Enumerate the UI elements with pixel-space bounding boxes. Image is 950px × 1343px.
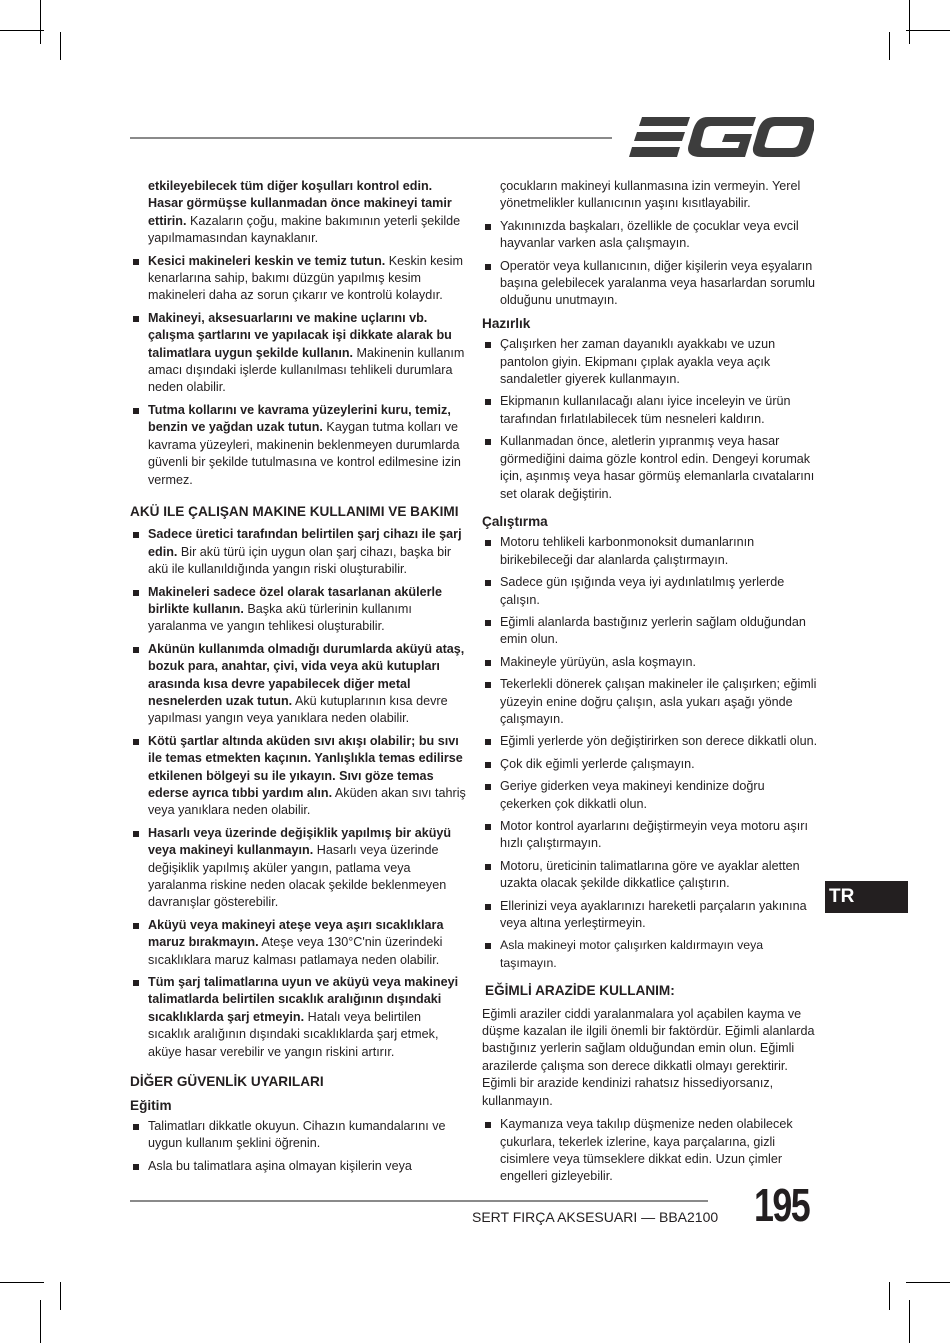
square-bullet-icon <box>133 980 139 986</box>
crop-mark <box>909 0 910 44</box>
square-bullet-icon <box>485 682 491 688</box>
square-bullet-icon <box>485 762 491 768</box>
list-item: Akünün kullanımda olmadığı durumlarda aküyü ataş, bozuk para, anahtar, çivi, vida veya akü kutupları arasında kısa devre yapabilecek diğer metal nesnelerden uzak tutun. Akü kutuplarının kısa devre yapılması yangın veya yanıklara neden olabilir. <box>130 641 466 728</box>
list-item: Tekerlekli dönerek çalışan makineler ile çalışırken; eğimli yüzeyin enine doğru çalışın, asla yukarı aşağı yönde çalışmayın. <box>482 676 818 728</box>
list-item: Motoru, üreticinin talimatlarına göre ve ayaklar aletten uzakta olacak şekilde dikkatlice çalıştırın. <box>482 858 818 893</box>
crop-mark <box>906 30 950 31</box>
square-bullet-icon <box>485 784 491 790</box>
crop-mark <box>889 32 890 60</box>
list-item: Aküyü veya makineyi ateşe veya aşırı sıcaklıklara maruz bırakmayın. Ateşe veya 130°C'nin üzerindeki sıcaklıklara maruz kalması patlamaya neden olabilir. <box>130 917 466 969</box>
square-bullet-icon <box>485 824 491 830</box>
square-bullet-icon <box>133 408 139 414</box>
subsection-heading: Hazırlık <box>482 315 531 331</box>
list-item: Kesici makineleri keskin ve temiz tutun. Keskin kesim kenarlarına sahip, bakımı düzgün yapılmış kesim makineleri daha az sorun çıkarır ve kontrolü kolaydır. <box>130 253 466 305</box>
subsection-heading: Çalıştırma <box>482 513 548 529</box>
square-bullet-icon <box>485 620 491 626</box>
bullet-list <box>482 534 818 972</box>
square-bullet-icon <box>485 264 491 270</box>
continued-paragraph: çocukların makineyi kullanmasına izin vermeyin. Yerel yönetmelikler kullanıcının yaşını kısıtlayabilir. <box>500 179 801 211</box>
section-heading: DİĞER GÜVENLİK UYARILARI <box>130 1074 324 1090</box>
crop-mark <box>60 1282 61 1310</box>
list-item: Sadece üretici tarafından belirtilen şarj cihazı ile şarj edin. Bir akü türü için uygun olan şarj cihazı, başka bir akü ile kullanıldığında yangın riski oluşturabilir. <box>130 526 466 578</box>
square-bullet-icon <box>485 739 491 745</box>
crop-mark <box>889 1282 890 1310</box>
list-item: Motor kontrol ayarlarını değiştirmeyin veya motoru aşırı hızlı çalıştırmayın. <box>482 818 818 853</box>
crop-mark <box>40 0 41 44</box>
page-number: 195 <box>754 1179 810 1231</box>
left-column <box>130 178 466 1180</box>
square-bullet-icon <box>485 904 491 910</box>
square-bullet-icon <box>485 439 491 445</box>
section-heading: AKÜ ILE ÇALIŞAN MAKINE KULLANIMI VE BAKIMI <box>130 503 459 519</box>
crop-mark <box>909 1300 910 1343</box>
square-bullet-icon <box>133 1164 139 1170</box>
language-tab: TR <box>825 881 908 913</box>
list-item: Tüm şarj talimatlarına uyun ve aküyü veya makineyi talimatlarda belirtilen sıcaklık aralığının dışındaki sıcaklıklarda şarj etmeyin. Hatalı veya belirtilen sıcaklık aralığının dışındaki sıcaklıklarda şarj etmek, aküye hasar verebilir ve yangın riskini artırır. <box>130 974 466 1061</box>
crop-mark <box>40 1300 41 1343</box>
square-bullet-icon <box>485 580 491 586</box>
footer-product-name: SERT FIRÇA AKSESUARI — BBA2100 <box>472 1209 719 1225</box>
square-bullet-icon <box>485 224 491 230</box>
list-item: Tutma kollarını ve kavrama yüzeylerini kuru, temiz, benzin ve yağdan uzak tutun. Kaygan tutma kolları ve kavrama yüzeyleri, makinenin beklenmeyen durumlarda güvenli bir şekilde tutulmasına ve kontrol edilmesine izin vermez. <box>130 402 466 489</box>
list-item: Yakınınızda başkaları, özellikle de çocuklar veya evcil hayvanlar varken asla çalışmayın. <box>482 218 818 253</box>
square-bullet-icon <box>133 590 139 596</box>
list-item: Sadece gün ışığında veya iyi aydınlatılmış yerlerde çalışın. <box>482 574 818 609</box>
list-item: Geriye giderken veya makineyi kendinize doğru çekerken çok dikkatli olun. <box>482 778 818 813</box>
section-heading: EĞİMLİ ARAZİDE KULLANIM: <box>485 983 675 999</box>
body-paragraph: Eğimli araziler ciddi yaralanmalara yol açabilen kayma ve düşme kazalan ile ilgili önemli bir faktördür. Eğimli alanlarda bastığınız yerlerin sağlam olduğundan emin olun. Eğimli arazilerde çalışma son derece dikkatli olmayı gerektirir. Eğimli bir arazide kendinizi rahatsız hissediyorsanız, kullanmayın. <box>482 1006 815 1108</box>
list-item: Çalışırken her zaman dayanıklı ayakkabı ve uzun pantolon giyin. Ekipmanı çıplak ayakla veya açık sandaletler giyerek kullanmayın. <box>482 336 818 388</box>
list-item: Ekipmanın kullanılacağı alanı iyice inceleyin ve ürün tarafından fırlatılabilecek tüm nesneleri kaldırın. <box>482 393 818 428</box>
square-bullet-icon <box>133 923 139 929</box>
bullet-list <box>130 526 466 1061</box>
list-item: Eğimli alanlarda bastığınız yerlerin sağlam olduğundan emin olun. <box>482 614 818 649</box>
header-rule <box>130 137 612 139</box>
list-item: Asla makineyi motor çalışırken kaldırmayın veya taşımayın. <box>482 937 818 972</box>
list-item: Kullanmadan önce, aletlerin yıpranmış veya hasar görmediğini daima gözle kontrol edin. Dengeyi korumak için, aşınmış veya hasar görmüş elemanlarla cıvatalarını set olarak değiştirin. <box>482 433 818 503</box>
square-bullet-icon <box>485 1122 491 1128</box>
list-item: Çok dik eğimli yerlerde çalışmayın. <box>482 756 818 773</box>
square-bullet-icon <box>133 259 139 265</box>
square-bullet-icon <box>485 399 491 405</box>
square-bullet-icon <box>485 943 491 949</box>
bullet-list <box>130 1118 466 1175</box>
square-bullet-icon <box>133 647 139 653</box>
crop-mark <box>0 1282 44 1283</box>
list-item: Makineleri sadece özel olarak tasarlanan akülerle birlikte kullanın. Başka akü türlerinin kullanımı yaralanma ve yangın tehlikesi oluşturabilir. <box>130 584 466 636</box>
square-bullet-icon <box>133 1124 139 1130</box>
square-bullet-icon <box>133 316 139 322</box>
list-item: Hasarlı veya üzerinde değişiklik yapılmış bir aküyü veya makineyi kullanmayın. Hasarlı veya üzerinde değişiklik yapılmış aküler yangın, patlama veya yaralanma riskine neden olacak şekilde beklenmeyen davranışlar gösterebilir. <box>130 825 466 912</box>
square-bullet-icon <box>485 864 491 870</box>
square-bullet-icon <box>133 831 139 837</box>
subsection-heading: Eğitim <box>130 1097 172 1113</box>
square-bullet-icon <box>133 532 139 538</box>
bullet-list <box>130 253 466 489</box>
list-item: Talimatları dikkatle okuyun. Cihazın kumandalarını ve uygun kullanım şeklini öğrenin. <box>130 1118 466 1153</box>
footer-rule <box>130 1200 708 1202</box>
list-item: Eğimli yerlerde yön değiştirirken son derece dikkatli olun. <box>482 733 818 750</box>
bullet-list <box>482 1116 818 1186</box>
square-bullet-icon <box>485 342 491 348</box>
list-item: Makineyle yürüyün, asla koşmayın. <box>482 654 818 671</box>
list-item: Asla bu talimatlara aşina olmayan kişilerin veya <box>130 1158 466 1175</box>
list-item: Operatör veya kullanıcının, diğer kişilerin veya eşyaların başına gelebilecek yaralanma veya hasarlardan sorumlu olduğunu unutmayın. <box>482 258 818 310</box>
crop-mark <box>0 30 44 31</box>
list-item: Ellerinizi veya ayaklarınızı hareketli parçaların yakınına veya altına yerleştirmeyin. <box>482 898 818 933</box>
ego-logo <box>628 116 814 158</box>
crop-mark <box>906 1282 950 1283</box>
list-item: Makineyi, aksesuarlarını ve makine uçlarını vb. çalışma şartlarını ve yapılacak işi dikkate alarak bu talimatlara uygun şekilde kullanın. Makinenin kullanım amacı dışındaki işlerde kullanılması tehlikeli durumlara neden olabilir. <box>130 310 466 397</box>
crop-mark <box>60 32 61 60</box>
right-column <box>482 178 818 1191</box>
list-item: Kötü şartlar altında aküden sıvı akışı olabilir; bu sıvı ile temas etmekten kaçının. Yanlışlıkla temas edilirse etkilenen bölgeyi su ile yıkayın. Sıvı göze temas ederse ayrıca tıbbi yardım alın. Aküden akan sıvı tahriş veya yanıklara neden olabilir. <box>130 733 466 820</box>
list-item: Motoru tehlikeli karbonmonoksit dumanlarının birikebileceği dar alanlarda çalıştırmayın. <box>482 534 818 569</box>
list-item: Kaymanıza veya takılıp düşmenize neden olabilecek çukurlara, tekerlek izlerine, kaya parçalarına, gizli cisimlere veya tümseklere dikkat edin. Uzun çimler engelleri gizleyebilir. <box>482 1116 818 1186</box>
bullet-list <box>482 336 818 503</box>
square-bullet-icon <box>485 540 491 546</box>
square-bullet-icon <box>133 739 139 745</box>
square-bullet-icon <box>485 660 491 666</box>
continued-paragraph: etkileyebilecek tüm diğer koşulları kontrol edin. Hasar görmüşse kullanmadan önce makineyi tamir ettirin. Kazaların çoğu, makine bakımının yeterli şekilde yapılmamasından kaynaklanır. <box>148 179 461 246</box>
bullet-list <box>482 218 818 310</box>
